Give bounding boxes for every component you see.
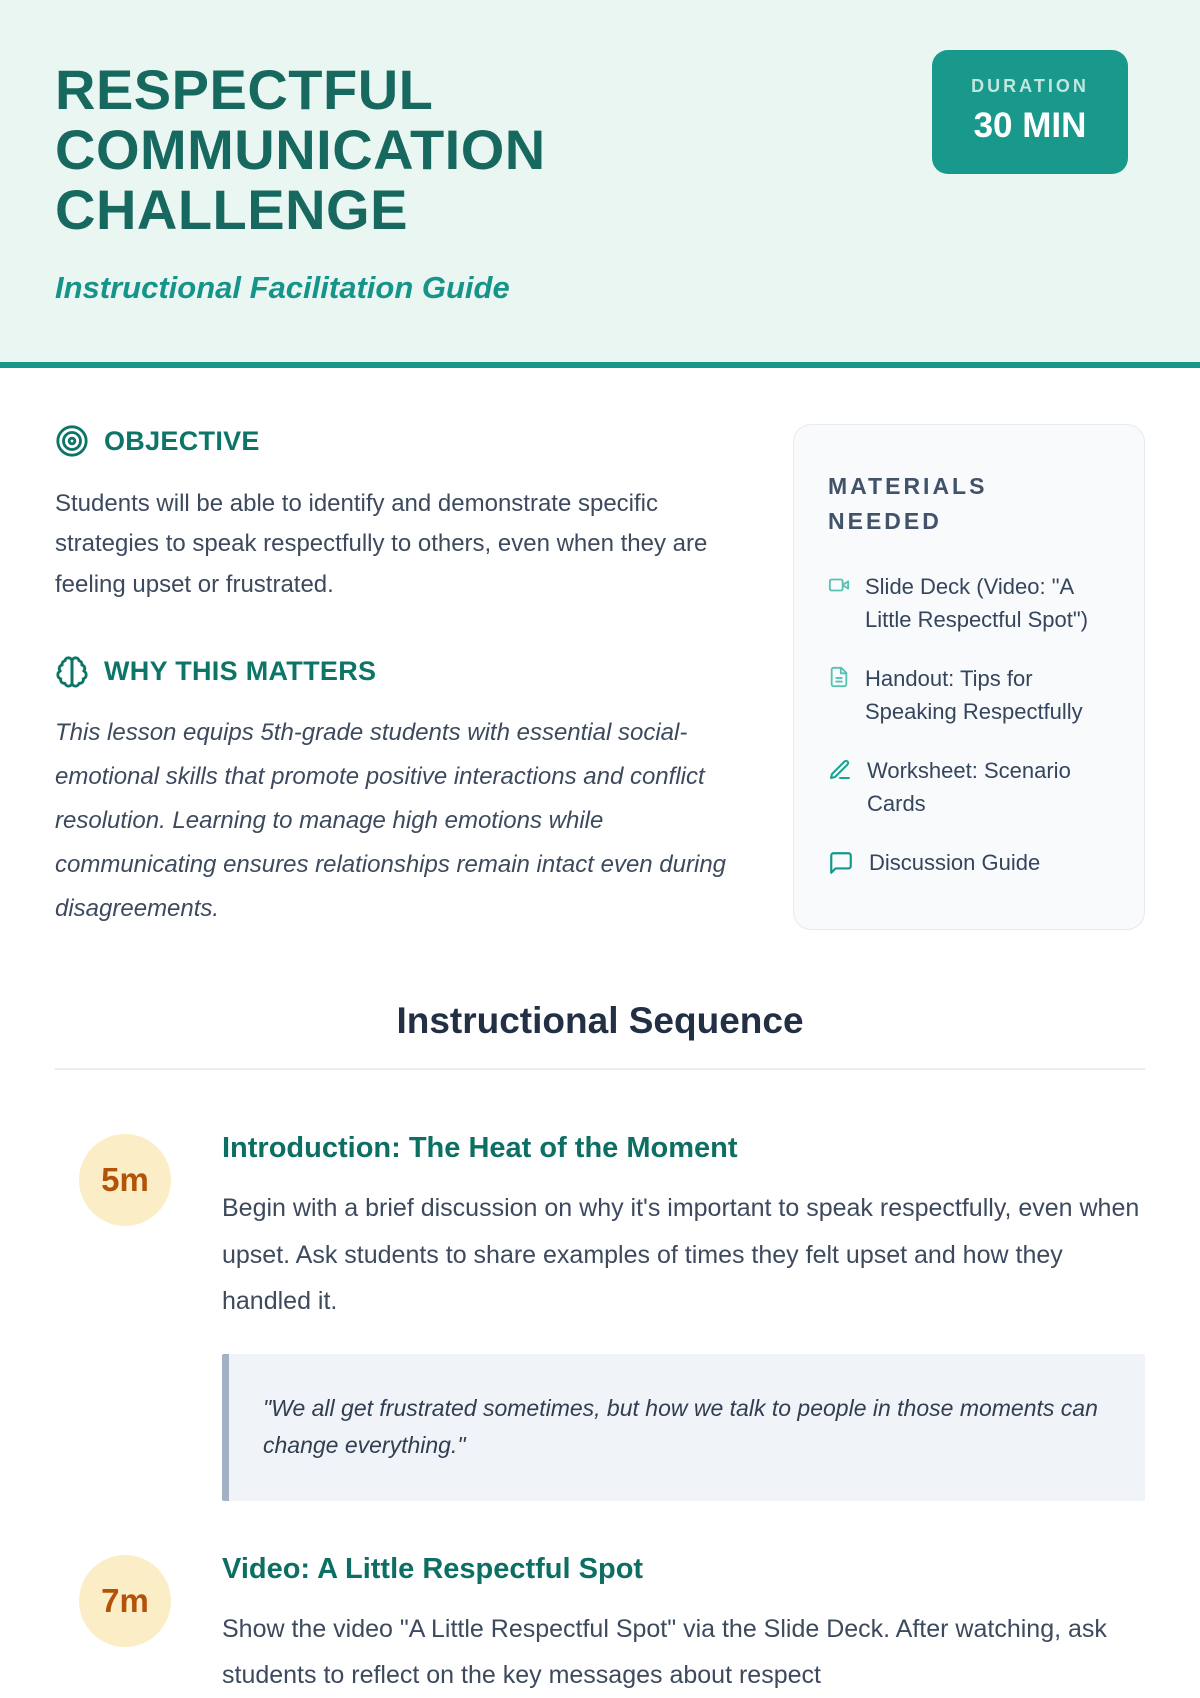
page-subtitle: Instructional Facilitation Guide <box>55 269 510 305</box>
header-banner <box>0 0 1200 368</box>
why-heading: WHY THIS MATTERS <box>104 656 377 687</box>
step-title: Video: A Little Respectful Spot <box>222 1552 644 1585</box>
objective-section-heading <box>55 424 755 458</box>
main-content <box>0 368 1200 930</box>
objective-heading: OBJECTIVE <box>104 425 260 456</box>
material-item-handout <box>828 662 1110 728</box>
step-duration-badge: 5m <box>79 1134 171 1226</box>
material-item-discussion-guide <box>828 846 1110 879</box>
objective-text: Students will be able to identify and demonstrate specific strategies to speak respectfully to others, even when they are feeling upset or frustrated. <box>55 490 708 598</box>
video-icon <box>828 574 850 596</box>
sequence-step-introduction <box>55 1126 1145 1500</box>
material-label: Discussion Guide <box>869 850 1041 875</box>
duration-value: 30 MIN <box>973 106 1087 145</box>
file-icon <box>828 666 850 688</box>
material-item-worksheet <box>828 754 1110 820</box>
pencil-icon <box>828 758 852 782</box>
material-label: Handout: Tips for Speaking Respectfully <box>865 666 1083 724</box>
material-label: Slide Deck (Video: "A Little Respectful Spot") <box>865 574 1089 632</box>
step-content <box>222 1547 1145 1698</box>
materials-card <box>793 424 1145 930</box>
target-icon <box>55 424 89 458</box>
duration-badge <box>932 50 1128 174</box>
materials-heading: MATERIALS NEEDED <box>828 473 988 534</box>
materials-column <box>793 424 1145 930</box>
step-description: Show the video "A Little Respectful Spot" via the Slide Deck. After watching, ask students to reflect on the key messages about respect <box>222 1614 1107 1689</box>
facilitator-quote: "We all get frustrated sometimes, but how we talk to people in those moments can change everything." <box>222 1354 1145 1501</box>
page-title: RESPECTFUL COMMUNICATION CHALLENGE <box>55 58 546 241</box>
why-section-heading <box>55 655 755 689</box>
why-text: This lesson equips 5th-grade students with essential social-emotional skills that promote positive interactions and conflict resolution. Learning to manage high emotions while communicating ensures relationships remain intact even during disagreements. <box>55 718 727 922</box>
chat-icon <box>828 850 854 876</box>
step-content <box>222 1126 1145 1500</box>
materials-list <box>828 570 1110 879</box>
duration-label: DURATION <box>971 76 1089 96</box>
step-title: Introduction: The Heat of the Moment <box>222 1132 738 1165</box>
material-item-slide-deck <box>828 570 1110 636</box>
brain-icon <box>55 655 89 689</box>
material-label: Worksheet: Scenario Cards <box>867 758 1071 816</box>
step-description: Begin with a brief discussion on why it's important to speak respectfully, even when upset. Ask students to share examples of times they felt upset and how they handled it. <box>222 1194 1140 1315</box>
lesson-overview-column <box>55 424 755 930</box>
sequence-divider <box>55 1068 1145 1070</box>
instructional-sequence-section <box>0 1000 1200 1698</box>
step-duration-badge: 7m <box>79 1555 171 1647</box>
sequence-heading: Instructional Sequence <box>396 1000 804 1042</box>
sequence-step-video <box>55 1547 1145 1698</box>
